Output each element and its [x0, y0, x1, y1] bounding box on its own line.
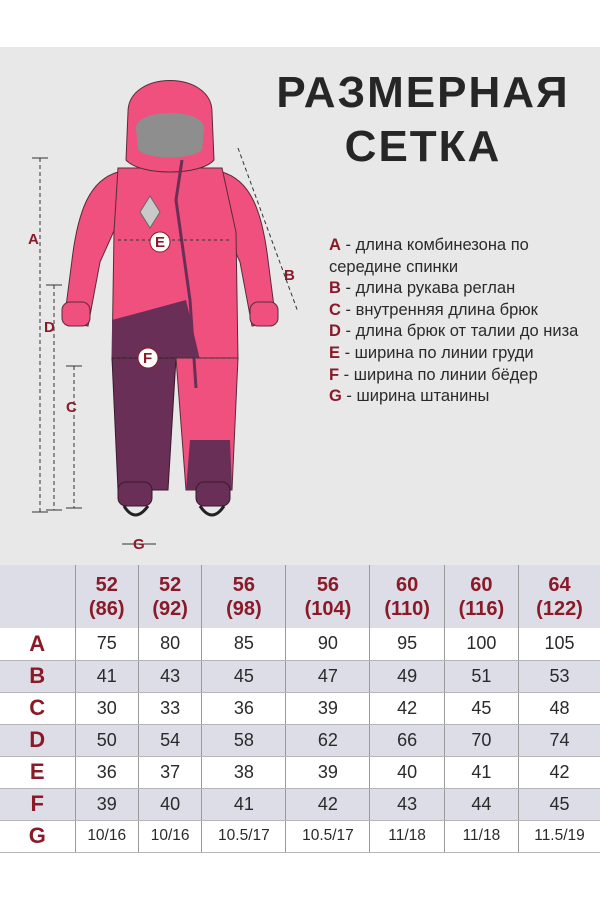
- right-foot-strap: [200, 506, 224, 515]
- label-g: G: [133, 536, 145, 553]
- table-row: [0, 660, 600, 692]
- table-cell: 42: [286, 788, 370, 820]
- legend-item-f: F - ширина по линии бёдер: [329, 365, 538, 384]
- left-leg: [112, 358, 176, 490]
- table-cell: 42: [370, 692, 444, 724]
- column-header: 52 (86): [75, 565, 138, 628]
- table-row: [0, 628, 600, 660]
- table-cell: 45: [202, 660, 286, 692]
- legend-item-e: E - ширина по линии груди: [329, 343, 534, 362]
- left-leg-cuff: [118, 482, 152, 506]
- table-cell: 41: [202, 788, 286, 820]
- table-row: [0, 756, 600, 788]
- row-label: B: [0, 660, 75, 692]
- label-c: C: [66, 399, 77, 416]
- table-cell: 75: [75, 628, 138, 660]
- table-cell: 51: [444, 660, 518, 692]
- table-cell: 39: [75, 788, 138, 820]
- row-label: F: [0, 788, 75, 820]
- jumpsuit: [62, 81, 278, 545]
- table-cell: 62: [286, 724, 370, 756]
- size-table: [0, 565, 600, 853]
- table-cell: 10/16: [75, 820, 138, 852]
- row-label: A: [0, 628, 75, 660]
- label-e: E: [155, 234, 166, 251]
- table-cell: 48: [519, 692, 600, 724]
- table-cell: 42: [519, 756, 600, 788]
- table-cell: 10.5/17: [286, 820, 370, 852]
- column-header: 56 (104): [286, 565, 370, 628]
- table-corner: [0, 565, 75, 628]
- table-cell: 37: [138, 756, 201, 788]
- table-cell: 33: [138, 692, 201, 724]
- label-b: B: [284, 267, 295, 284]
- label-d: D: [44, 319, 55, 336]
- table-cell: 36: [202, 692, 286, 724]
- table-cell: 40: [138, 788, 201, 820]
- title-line-1: РАЗМЕРНАЯ: [276, 68, 570, 117]
- table-row: [0, 692, 600, 724]
- table-cell: 90: [286, 628, 370, 660]
- table-cell: 30: [75, 692, 138, 724]
- table-cell: 10/16: [138, 820, 201, 852]
- row-label: E: [0, 756, 75, 788]
- table-cell: 70: [444, 724, 518, 756]
- table-cell: 74: [519, 724, 600, 756]
- legend-item-c: C - внутренняя длина брюк: [329, 300, 538, 319]
- table-cell: 44: [444, 788, 518, 820]
- table-cell: 47: [286, 660, 370, 692]
- measurement-legend: [329, 235, 589, 408]
- legend-item-d: D - длина брюк от талии до низа: [329, 322, 579, 341]
- legend-item-a: A - длина комбинезона по середине спинки: [329, 236, 529, 276]
- table-cell: 80: [138, 628, 201, 660]
- table-cell: 66: [370, 724, 444, 756]
- table-row: [0, 724, 600, 756]
- table-cell: 105: [519, 628, 600, 660]
- table-cell: 49: [370, 660, 444, 692]
- label-a: A: [28, 231, 39, 248]
- column-header: 64 (122): [519, 565, 600, 628]
- legend-item-g: G - ширина штанины: [329, 387, 490, 406]
- table-cell: 45: [519, 788, 600, 820]
- right-leg-cuff: [196, 482, 230, 506]
- table-cell: 85: [202, 628, 286, 660]
- table-cell: 11.5/19: [519, 820, 600, 852]
- label-f: F: [143, 350, 153, 367]
- column-header: 56 (98): [202, 565, 286, 628]
- table-cell: 54: [138, 724, 201, 756]
- row-label: G: [0, 820, 75, 852]
- left-cuff: [62, 302, 90, 326]
- table-cell: 41: [444, 756, 518, 788]
- measure-line-c: [66, 366, 82, 508]
- table-row: [0, 788, 600, 820]
- column-header: 60 (116): [444, 565, 518, 628]
- row-label: C: [0, 692, 75, 724]
- hood-opening: [136, 113, 204, 158]
- table-cell: 58: [202, 724, 286, 756]
- table-cell: 50: [75, 724, 138, 756]
- table-cell: 11/18: [370, 820, 444, 852]
- jumpsuit-illustration: [0, 60, 320, 560]
- table-cell: 11/18: [444, 820, 518, 852]
- table-cell: 39: [286, 756, 370, 788]
- table-cell: 10.5/17: [202, 820, 286, 852]
- legend-item-b: B - длина рукава реглан: [329, 279, 516, 298]
- right-cuff: [250, 302, 278, 326]
- table-cell: 95: [370, 628, 444, 660]
- table-cell: 39: [286, 692, 370, 724]
- table-cell: 36: [75, 756, 138, 788]
- column-header: 52 (92): [138, 565, 201, 628]
- table-cell: 45: [444, 692, 518, 724]
- table-cell: 41: [75, 660, 138, 692]
- column-header: 60 (110): [370, 565, 444, 628]
- table-cell: 43: [370, 788, 444, 820]
- table-cell: 53: [519, 660, 600, 692]
- table-row: [0, 820, 600, 852]
- left-foot-strap: [124, 506, 148, 515]
- table-cell: 38: [202, 756, 286, 788]
- table-cell: 100: [444, 628, 518, 660]
- row-label: D: [0, 724, 75, 756]
- table-header-row: [0, 565, 600, 628]
- title-line-2: СЕТКА: [344, 122, 502, 171]
- table-cell: 43: [138, 660, 201, 692]
- table-cell: 40: [370, 756, 444, 788]
